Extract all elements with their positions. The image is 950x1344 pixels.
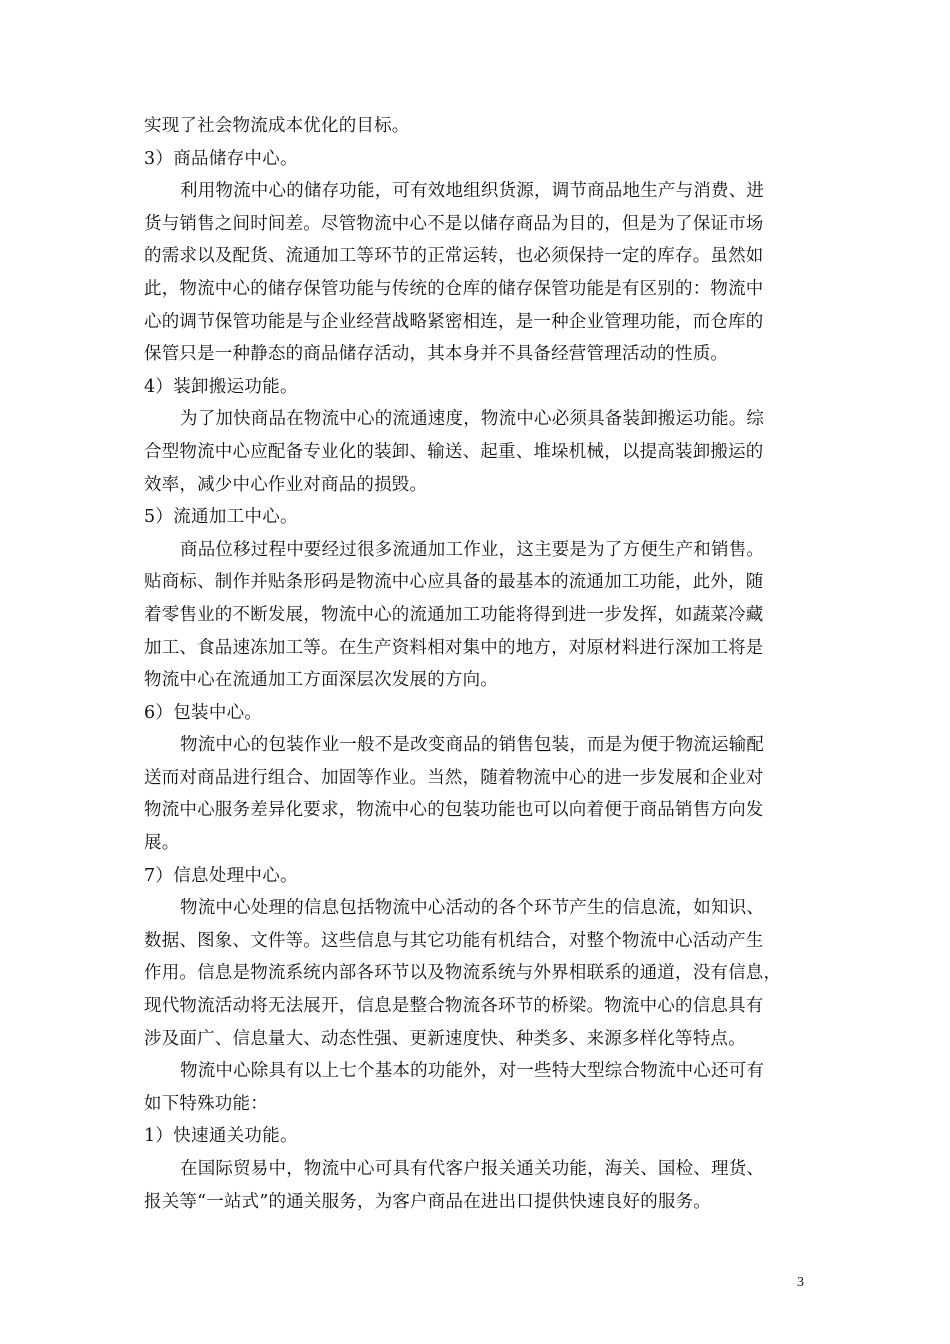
text-line: 心的调节保管功能是与企业经营战略紧密相连，是一种企业管理功能，而仓库的 xyxy=(144,311,764,332)
text-line: 物流中心处理的信息包括物流中心活动的各个环节产生的信息流，如知识、 xyxy=(180,898,765,919)
text-line: 着零售业的不断发展，物流中心的流通加工功能将得到进一步发挥，如蔬菜冷藏 xyxy=(144,604,764,625)
text-line: 实现了社会物流成本优化的目标。 xyxy=(144,116,410,136)
page-number: 3 xyxy=(797,1275,804,1290)
text-line: 此，物流中心的储存保管功能与传统的仓库的储存保管功能是有区别的：物流中 xyxy=(144,278,764,299)
text-line: 数据、图象、文件等。这些信息与其它功能有机结合，对整个物流中心活动产生 xyxy=(144,930,764,951)
text-line: 作用。信息是物流系统内部各环节以及物流系统与外界相联系的通道，没有信息， xyxy=(144,963,782,984)
section-heading-information-center: 7）信息处理中心。 xyxy=(144,865,298,886)
text-line: 展。 xyxy=(144,833,180,854)
section-heading-packaging-center: 6）包装中心。 xyxy=(144,702,263,723)
text-line: 贴商标、制作并贴条形码是物流中心应具备的最基本的流通加工功能，此外，随 xyxy=(144,572,764,593)
text-line: 合型物流中心应配备专业化的装卸、输送、起重、堆垛机械，以提高装卸搬运的 xyxy=(144,441,764,462)
text-line: 物流中心在流通加工方面深层次发展的方向。 xyxy=(144,670,498,691)
text-line: 加工、食品速冻加工等。在生产资料相对集中的地方，对原材料进行深加工将是 xyxy=(144,637,764,658)
section-heading-customs-function: 1）快速通关功能。 xyxy=(144,1126,298,1147)
text-line: 效率，减少中心作业对商品的损毁。 xyxy=(144,474,428,495)
body-text xyxy=(144,110,810,1218)
text-line: 涉及面广、信息量大、动态性强、更新速度快、种类多、来源多样化等特点。 xyxy=(144,1028,746,1049)
section-heading-processing-center: 5）流通加工中心。 xyxy=(144,507,298,528)
text-line: 现代物流活动将无法展开，信息是整合物流各环节的桥梁。物流中心的信息具有 xyxy=(144,996,764,1017)
text-line: 为了加快商品在物流中心的流通速度，物流中心必须具备装卸搬运功能。综 xyxy=(180,409,765,430)
section-heading-storage-center: 3）商品储存中心。 xyxy=(144,148,298,169)
text-line: 的需求以及配货、流通加工等环节的正常运转，也必须保持一定的库存。虽然如 xyxy=(144,246,764,267)
text-line: 保管只是一种静态的商品储存活动，其本身并不具备经营管理活动的性质。 xyxy=(144,344,729,365)
text-line: 利用物流中心的储存功能，可有效地组织货源，调节商品地生产与消费、进 xyxy=(180,181,765,202)
text-line: 物流中心除具有以上七个基本的功能外，对一些特大型综合物流中心还可有 xyxy=(180,1061,765,1082)
text-line: 物流中心服务差异化要求，物流中心的包装功能也可以向着便于商品销售方向发 xyxy=(144,800,764,821)
text-line: 报关等“一站式”的通关服务，为客户商品在进出口提供快速良好的服务。 xyxy=(144,1191,711,1212)
text-line: 商品位移过程中要经过很多流通加工作业，这主要是为了方便生产和销售。 xyxy=(180,539,765,560)
text-line: 在国际贸易中，物流中心可具有代客户报关通关功能，海关、国检、理货、 xyxy=(180,1159,765,1179)
section-heading-handling-function: 4）装卸搬运功能。 xyxy=(144,376,298,397)
text-line: 物流中心的包装作业一般不是改变商品的销售包装，而是为便于物流运输配 xyxy=(180,735,765,756)
text-line: 送而对商品进行组合、加固等作业。当然，随着物流中心的进一步发展和企业对 xyxy=(144,767,764,788)
text-line: 如下特殊功能： xyxy=(144,1093,268,1114)
text-line: 货与销售之间时间差。尽管物流中心不是以储存商品为目的，但是为了保证市场 xyxy=(144,213,764,234)
